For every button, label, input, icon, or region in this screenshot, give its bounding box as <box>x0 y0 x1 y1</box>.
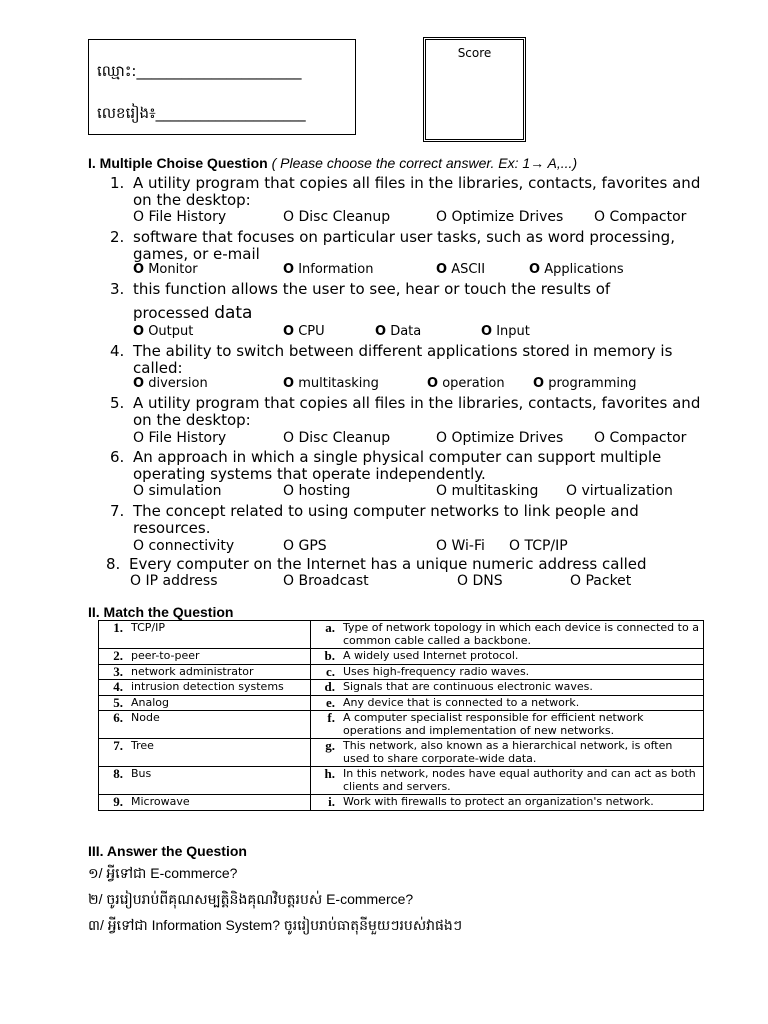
question-number: 8. <box>106 555 121 573</box>
question-text: An approach in which a single physical computer can support multiple operating systems that operate independently. <box>133 448 662 483</box>
question-text: The ability to switch between different applications stored in memory is called: <box>133 342 673 377</box>
match-definition: This network, also known as a hierarchical network, is often used to share corporate-wide data. <box>339 739 704 767</box>
option[interactable]: O Disc Cleanup <box>283 209 391 225</box>
option-circle-icon: O <box>566 483 578 499</box>
match-definition-letter: c. <box>311 664 340 680</box>
option[interactable]: O hosting <box>283 483 351 499</box>
option-circle-icon: O <box>283 483 295 499</box>
match-definition: In this network, nodes have equal authority and can act as both clients and servers. <box>339 767 704 795</box>
option-circle-icon: O <box>283 538 295 554</box>
question-6-options <box>133 483 733 501</box>
match-row <box>99 664 704 680</box>
id-field-label: លេខរៀង៖____________________ <box>97 104 306 122</box>
match-term: peer-to-peer <box>127 649 311 665</box>
match-definition: A widely used Internet protocol. <box>339 649 704 665</box>
option[interactable]: O DNS <box>457 573 503 589</box>
option[interactable]: O TCP/IP <box>509 538 568 554</box>
option-circle-icon: O <box>283 430 295 446</box>
match-term: TCP/IP <box>127 621 311 649</box>
match-definition-letter: b. <box>311 649 340 665</box>
option-circle-icon: O <box>283 376 295 391</box>
option[interactable]: O Information <box>283 262 374 277</box>
match-definition: Uses high-frequency radio waves. <box>339 664 704 680</box>
match-term: Analog <box>127 695 311 711</box>
option[interactable]: O File History <box>133 430 227 446</box>
option[interactable]: O Compactor <box>594 430 687 446</box>
match-row <box>99 795 704 811</box>
option-circle-icon: O <box>133 430 145 446</box>
option[interactable]: O Wi-Fi <box>436 538 485 554</box>
option[interactable]: O ASCII <box>436 262 486 277</box>
option[interactable]: O operation <box>427 376 505 391</box>
match-definition: Signals that are continuous electronic waves. <box>339 680 704 696</box>
option-circle-icon: O <box>436 262 448 277</box>
option[interactable]: O CPU <box>283 324 325 339</box>
question-4 <box>110 343 710 377</box>
option[interactable]: O Packet <box>570 573 632 589</box>
question-number: 7. <box>110 502 125 520</box>
option-circle-icon: O <box>133 262 145 277</box>
match-definition-letter: a. <box>311 621 340 649</box>
option[interactable]: O Monitor <box>133 262 198 277</box>
option[interactable]: O IP address <box>130 573 218 589</box>
option-circle-icon: O <box>436 483 448 499</box>
option[interactable]: O Optimize Drives <box>436 430 564 446</box>
option[interactable]: O simulation <box>133 483 222 499</box>
answer-question-2: ២/ ចូររៀបរាប់ពីគុណសម្បត្តិនិងគុណវិបត្តរបស់ E-commerce? <box>88 891 414 907</box>
section-2-title: II. Match the Question <box>88 604 234 620</box>
question-number: 6. <box>110 448 125 466</box>
match-term-number: 9. <box>99 795 128 811</box>
question-2-options <box>133 262 733 280</box>
match-term-number: 4. <box>99 680 128 696</box>
match-definition: Work with firewalls to protect an organization's network. <box>339 795 704 811</box>
option-circle-icon: O <box>133 376 145 391</box>
option[interactable]: O Applications <box>529 262 624 277</box>
option[interactable]: O diversion <box>133 376 208 391</box>
student-info-box <box>88 39 356 135</box>
match-term-number: 2. <box>99 649 128 665</box>
question-text: The concept related to using computer networks to link people and resources. <box>133 502 639 537</box>
question-1-options <box>133 209 733 227</box>
option-circle-icon: O <box>481 324 493 339</box>
question-number: 4. <box>110 342 125 360</box>
match-definition-letter: h. <box>311 767 340 795</box>
question-4-options <box>133 376 733 394</box>
match-term: Microwave <box>127 795 311 811</box>
option-circle-icon: O <box>130 573 142 589</box>
score-label: Score <box>457 46 492 60</box>
match-definition-letter: d. <box>311 680 340 696</box>
question-number: 3. <box>110 280 125 298</box>
option-circle-icon: O <box>283 324 295 339</box>
option-circle-icon: O <box>529 262 541 277</box>
question-7-options <box>133 538 733 556</box>
option[interactable]: O Disc Cleanup <box>283 430 391 446</box>
match-row <box>99 649 704 665</box>
match-row <box>99 739 704 767</box>
question-8-options <box>130 573 730 591</box>
score-box <box>423 37 526 142</box>
question-text: A utility program that copies all files in the libraries, contacts, favorites and on the desktop: <box>133 174 701 209</box>
question-5 <box>110 395 710 429</box>
match-row <box>99 621 704 649</box>
match-term: Tree <box>127 739 311 767</box>
option-circle-icon: O <box>570 573 582 589</box>
question-5-options <box>133 430 733 448</box>
answer-question-3: ៣/ អ្វីទៅជា Information System? ចូររៀបរាប់ធាតុនីមួយៗរបស់វាផងៗ <box>88 917 463 933</box>
option-circle-icon: O <box>436 538 448 554</box>
section-1-heading: I. Multiple Choise Question <box>88 155 268 171</box>
match-row <box>99 680 704 696</box>
section-3-title: III. Answer the Question <box>88 843 247 859</box>
option[interactable]: O GPS <box>283 538 327 554</box>
option[interactable]: O multitasking <box>436 483 539 499</box>
option-circle-icon: O <box>457 573 469 589</box>
question-6 <box>110 449 710 483</box>
match-definition: Any device that is connected to a network. <box>339 695 704 711</box>
option-circle-icon: O <box>436 209 448 225</box>
question-3 <box>110 281 710 298</box>
question-3-line-2 <box>110 305 710 322</box>
option-circle-icon: O <box>427 376 439 391</box>
option-circle-icon: O <box>133 209 145 225</box>
question-number: 2. <box>110 228 125 246</box>
option[interactable]: O Input <box>481 324 530 339</box>
question-text: processed <box>133 304 210 322</box>
match-term-number: 1. <box>99 621 128 649</box>
question-7 <box>110 503 710 537</box>
question-8 <box>106 556 706 573</box>
question-text: this function allows the user to see, hear or touch the results of <box>133 280 611 298</box>
option[interactable]: O multitasking <box>283 376 379 391</box>
option-circle-icon: O <box>594 209 606 225</box>
match-term: network administrator <box>127 664 311 680</box>
option[interactable]: O Data <box>375 324 422 339</box>
option[interactable]: O Broadcast <box>283 573 369 589</box>
question-number: 1. <box>110 174 125 192</box>
question-3-options <box>133 324 733 342</box>
match-term: intrusion detection systems <box>127 680 311 696</box>
match-table <box>98 620 704 811</box>
match-term-number: 8. <box>99 767 128 795</box>
option-circle-icon: O <box>533 376 545 391</box>
option[interactable]: O File History <box>133 209 227 225</box>
section-1-title <box>88 155 577 171</box>
option-circle-icon: O <box>283 262 295 277</box>
match-term: Node <box>127 711 311 739</box>
answer-question-1: ១/ អ្វីទៅជា E-commerce? <box>88 865 238 881</box>
match-term: Bus <box>127 767 311 795</box>
question-number: 5. <box>110 394 125 412</box>
option-circle-icon: O <box>283 573 295 589</box>
option-circle-icon: O <box>509 538 521 554</box>
match-row <box>99 695 704 711</box>
match-row <box>99 767 704 795</box>
match-term-number: 3. <box>99 664 128 680</box>
option-circle-icon: O <box>133 324 145 339</box>
option[interactable]: O Output <box>133 324 194 339</box>
question-text: software that focuses on particular user tasks, such as word processing, games, or e-mail <box>133 228 675 263</box>
question-text: Every computer on the Internet has a unique numeric address called <box>129 555 647 573</box>
option[interactable]: O programming <box>533 376 637 391</box>
option-circle-icon: O <box>436 430 448 446</box>
option[interactable]: O Optimize Drives <box>436 209 564 225</box>
question-1 <box>110 175 710 209</box>
match-definition-letter: g. <box>311 739 340 767</box>
match-definition: A computer specialist responsible for efficient network operations and implementation of new networks. <box>339 711 704 739</box>
match-term-number: 7. <box>99 739 128 767</box>
match-definition: Type of network topology in which each device is connected to a common cable called a backbone. <box>339 621 704 649</box>
option-circle-icon: O <box>283 209 295 225</box>
match-definition-letter: e. <box>311 695 340 711</box>
match-term-number: 6. <box>99 711 128 739</box>
option[interactable]: O Compactor <box>594 209 687 225</box>
name-field-label: ឈ្មោះ:______________________ <box>97 62 302 80</box>
question-text: A utility program that copies all files in the libraries, contacts, favorites and on the desktop: <box>133 394 701 429</box>
match-term-number: 5. <box>99 695 128 711</box>
option-circle-icon: O <box>133 483 145 499</box>
question-text-emphasis: data <box>214 303 253 323</box>
option[interactable]: O connectivity <box>133 538 235 554</box>
section-1-note: ( Please choose the correct answer. Ex: 1→ A,...) <box>267 155 578 171</box>
match-definition-letter: f. <box>311 711 340 739</box>
option-circle-icon: O <box>133 538 145 554</box>
option[interactable]: O virtualization <box>566 483 673 499</box>
option-circle-icon: O <box>594 430 606 446</box>
option-circle-icon: O <box>375 324 387 339</box>
question-2 <box>110 229 710 263</box>
match-definition-letter: i. <box>311 795 340 811</box>
match-row <box>99 711 704 739</box>
